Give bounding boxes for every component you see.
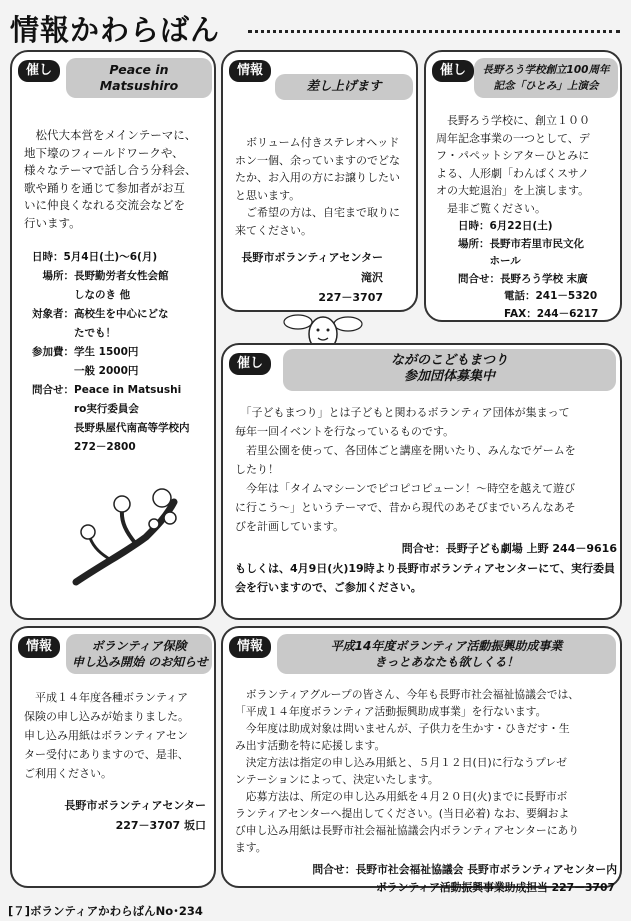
event-details	[32, 248, 214, 457]
detail-line: 場所：長野市若里市民文化	[458, 237, 584, 250]
detail-line: 電話：241－5320	[504, 290, 598, 302]
card-deaf-school-performance	[424, 50, 622, 322]
body-line: ご希望の方は、自宅まで取りに	[235, 206, 400, 219]
contact-block	[233, 862, 617, 877]
card-activity-grant	[221, 626, 622, 888]
contact-tel: 227－3707 坂口	[115, 819, 206, 832]
detail-line: 対象者：高校生を中心にどな	[32, 308, 169, 320]
body-line: フ・パペットシアターひとみに	[436, 149, 590, 162]
body-line: び申し込み用紙は長野市社会福祉協議会内ボランティアセンターにあり	[235, 824, 580, 837]
detail-line: 長野県屋代南高等学校内	[32, 422, 190, 434]
contact-block	[233, 248, 383, 308]
card-title-line: ボランティア保険	[91, 639, 187, 653]
detail-line: 問合せ：Peace in Matsushi	[32, 384, 182, 396]
detail-line: 問合せ：長野ろう学校 末廣	[458, 272, 588, 285]
body-line: 申し込み用紙はボランティアセン	[24, 729, 189, 742]
card-body	[24, 688, 216, 783]
card-volunteer-insurance	[10, 626, 216, 888]
body-line: したり！	[235, 463, 279, 476]
body-line: 歌や踊りを通じて参加者がお互	[24, 180, 185, 195]
body-line: に行こう～」というテーマで、昔から現代のあそびまでいろんなあそ	[235, 501, 576, 514]
body-line: オの大蛇退治」を上演します。	[436, 184, 590, 197]
body-line: よる、人形劇「わんぱくスサノ	[436, 166, 590, 180]
body-line: 是非ご覧ください。	[436, 201, 546, 215]
detail-line: 一般 2000円	[32, 365, 139, 377]
note-line: 会を行いますので、ご参加ください。	[235, 581, 422, 594]
detail-line: ホール	[458, 255, 521, 267]
contact-line: 問合せ：長野子ども劇場 上野 244－9616	[401, 542, 617, 555]
card-title	[66, 58, 212, 98]
body-line: 様々なテーマで話し合う分科会、	[24, 163, 197, 177]
detail-line: FAX：244－6217	[504, 307, 599, 320]
card-title-line: 記念「ひとみ」上演会	[493, 80, 599, 92]
body-line: 周年記念事業の一つとして、デ	[436, 131, 590, 145]
card-tab: 催し	[229, 353, 271, 375]
body-line: 長野ろう学校に、創立１００	[436, 114, 590, 127]
body-line: ご利用ください。	[24, 767, 112, 780]
detail-line: 参加費：学生 1500円	[32, 346, 139, 358]
plum-blossom-illustration	[66, 482, 186, 592]
body-line: ター受付にありますので、是非、	[24, 748, 189, 761]
card-nagano-kids-festival	[221, 343, 622, 620]
body-line: たか、お入用の方にお譲りしたい	[235, 171, 400, 184]
card-tab: 情報	[18, 636, 60, 658]
card-tab: 催し	[432, 60, 474, 82]
body-line: 今年度は助成対象は問いませんが、子供力を生かす・ひきだす・生	[235, 722, 570, 735]
body-line: 毎年一回イベントを行なっているものです。	[235, 425, 455, 438]
card-body	[235, 403, 620, 536]
detail-line: 場所：長野勤労者女性会館	[32, 270, 169, 282]
body-line: 行います。	[24, 215, 81, 230]
card-tab: 催し	[18, 60, 60, 82]
body-line: 保険の申し込みが始まりました。	[24, 710, 189, 723]
contact-tel: 227－3707	[318, 291, 383, 304]
card-body	[436, 112, 622, 217]
card-body	[235, 134, 417, 239]
card-body	[235, 686, 620, 856]
page-title: 情報かわらばん	[10, 13, 221, 47]
card-title	[277, 634, 616, 674]
body-line: ます。	[235, 841, 267, 854]
card-peace-in-matsushiro	[10, 50, 216, 620]
event-details	[458, 218, 622, 322]
detail-line: たでも！	[32, 327, 116, 339]
body-line: 「平成１４年度ボランティア活動振興助成事業」を行ないます。	[235, 705, 547, 718]
body-line: 応募方法は、所定の申し込み用紙を４月２０日(火)までに長野市ボ	[235, 790, 568, 803]
body-line: 「子どもまつり」とは子どもと関わるボランティア団体が集まって	[235, 406, 570, 419]
card-title	[66, 634, 212, 674]
page-footer: [７]ボランティアかわらばんNo･234	[8, 904, 203, 918]
body-line: びを計画しています。	[235, 520, 345, 533]
body-line: ホン一個、余っていますのでどな	[235, 153, 400, 167]
body-line: み出す活動を特に応援します。	[235, 739, 386, 752]
card-title: 差し上げます	[275, 74, 413, 100]
body-line: 今年は「タイムマシーンでピコピコピューン！～時空を越えて遊び	[235, 482, 576, 495]
body-line: ンテーションによって、決定いたします。	[235, 773, 439, 786]
card-tab: 情報	[229, 636, 271, 658]
contact-name: 滝沢	[361, 271, 383, 284]
card-tab: 情報	[229, 60, 271, 82]
contact-line: 問合せ：長野市社会福祉協議会 長野市ボランティアセンター内	[312, 863, 617, 876]
body-line: 地下壕のフィールドワークや、	[24, 145, 184, 160]
body-line: と思います。	[235, 188, 301, 202]
card-title-line: 平成14年度ボランティア活動振興助成事業	[330, 639, 563, 653]
card-title-line: 申し込み開始 のお知らせ	[72, 655, 208, 669]
body-line: 松代大本営をメインテーマに、	[24, 128, 197, 142]
card-title-line: 参加団体募集中	[403, 369, 495, 384]
card-title-line: Peace in	[109, 62, 169, 77]
body-line: いに仲良くなれる交流会などを	[24, 198, 185, 212]
card-title-line: 長野ろう学校創立100周年	[482, 64, 610, 76]
detail-line: 日時：5月4日(土)～6(月)	[32, 251, 158, 263]
card-title-line: きっとあなたも欲しくる！	[374, 655, 519, 669]
detail-line: 272－2800	[32, 441, 136, 453]
body-line: 平成１４年度各種ボランティア	[24, 691, 189, 704]
detail-line: 日時：6月22日(土)	[458, 220, 553, 232]
detail-line: しなのき 他	[32, 289, 131, 301]
card-title	[474, 58, 618, 98]
body-line: 決定方法は指定の申し込み用紙と、５月１２日(日)に行なうプレゼ	[235, 756, 567, 769]
card-body	[24, 127, 216, 232]
card-title-line: ながのこどもまつり	[390, 353, 508, 368]
card-giveaway	[221, 50, 418, 312]
body-line: ボリューム付きステレオヘッド	[235, 136, 400, 149]
card-title-line: Matsushiro	[99, 78, 179, 93]
contact-org: 長野市ボランティアセンター	[241, 251, 383, 264]
note-line: もしくは、4月9日(火)19時より長野市ボランティアセンターにて、実行委員	[235, 562, 616, 575]
grant-contact-line: ボランティア活動振興事業助成担当 227－3707	[375, 881, 615, 894]
body-line: 若里公園を使って、各団体ごと講座を開いたり、みんなでゲームを	[235, 444, 576, 457]
meeting-note	[235, 559, 620, 597]
title-divider	[248, 30, 620, 33]
body-line: ランティアセンターへ提出してください。(当日必着) なお、要綱およ	[235, 807, 570, 820]
contact-block	[22, 796, 206, 836]
body-line: 来てください。	[235, 223, 312, 237]
detail-line: ro実行委員会	[32, 403, 139, 415]
contact-org: 長野市ボランティアセンター	[64, 799, 206, 812]
card-title	[283, 349, 616, 391]
body-line: ボランティアグループの皆さん、今年も長野市社会福祉協議会では、	[235, 688, 580, 701]
